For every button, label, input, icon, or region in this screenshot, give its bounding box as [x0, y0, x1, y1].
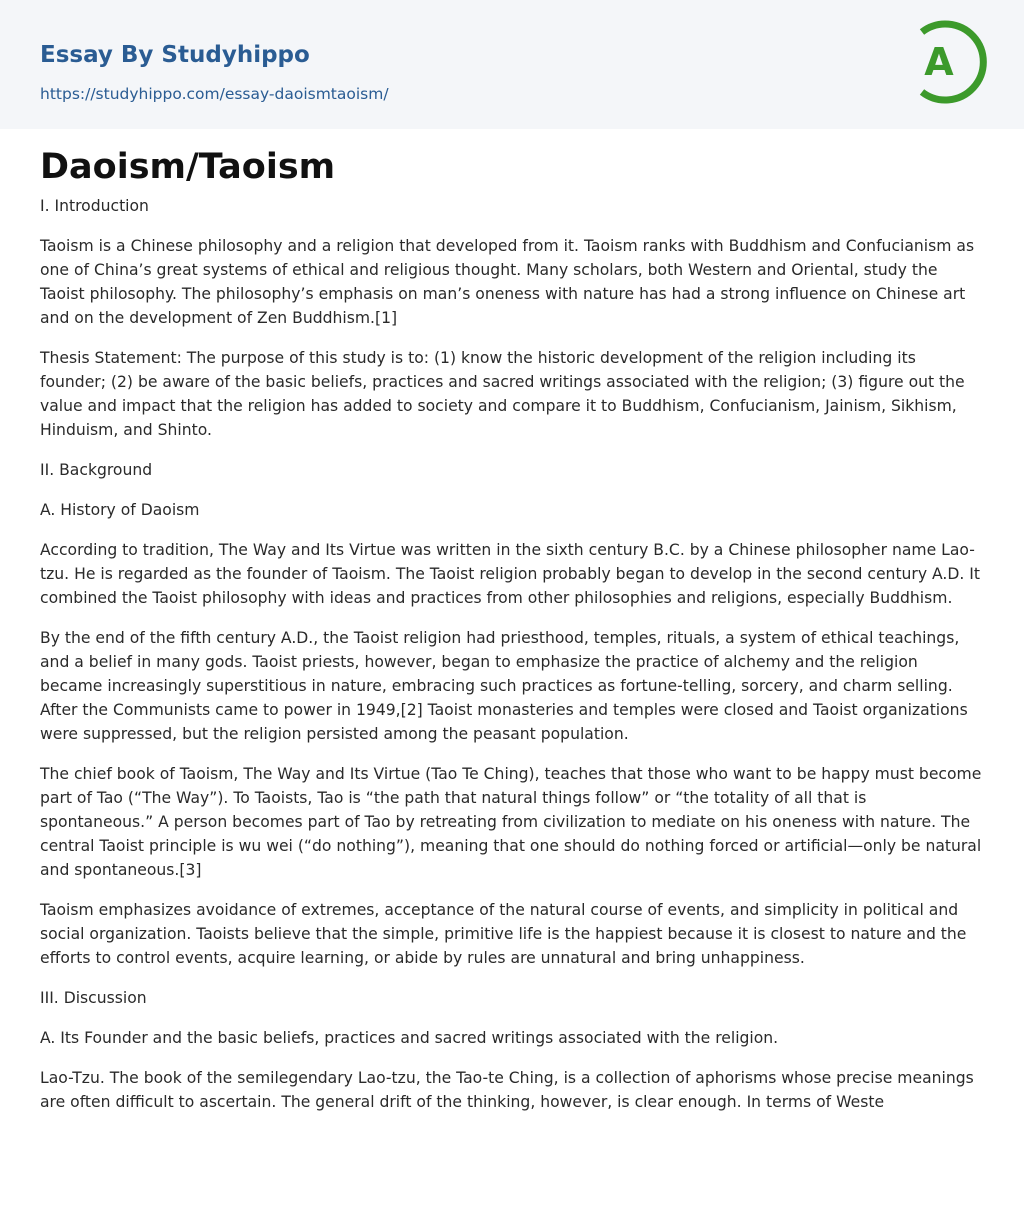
- logo-letter: A: [924, 40, 954, 84]
- subsection-heading: A. History of Daoism: [40, 501, 200, 520]
- section-heading: II. Background: [40, 461, 153, 480]
- site-header: [0, 0, 1024, 129]
- paragraph: Taoism is a Chinese philosophy and a religion that developed from it. Taoism ranks with Buddhism and Confucianism as one of China’s great systems of ethical and religious thought. Many scholars, both Western and Oriental, study the Taoist philosophy. The philosophy’s emphasis on man’s oneness with nature has had a strong influence on Chinese art and on the development of Zen Buddhism.[1]: [40, 237, 975, 328]
- logo-icon[interactable]: [912, 18, 988, 106]
- paragraph: The chief book of Taoism, The Way and Its Virtue (Tao Te Ching), teaches that those who want to be happy must become part of Tao (“The Way”). To Taoists, Tao is “the path that natural things follow” or “the totality of all that is spontaneous.” A person becomes part of Tao by retreating from civilization to mediate on his oneness with nature. The central Taoist principle is wu wei (“do nothing”), meaning that one should do nothing forced or artificial—only be natural and spontaneous.[3]: [40, 765, 982, 880]
- paragraph: Taoism emphasizes avoidance of extremes, acceptance of the natural course of events, and simplicity in political and social organization. Taoists believe that the simple, primitive life is the happiest because it is closest to nature and the efforts to control events, acquire learning, or abide by rules are unnatural and bring unhappiness.: [40, 901, 967, 968]
- subsection-heading: A. Its Founder and the basic beliefs, practices and sacred writings associated with the religion.: [40, 1029, 779, 1048]
- paragraph: According to tradition, The Way and Its Virtue was written in the sixth century B.C. by a Chinese philosopher name Lao-tzu. He is regarded as the founder of Taoism. The Taoist religion probably began to develop in the second century A.D. It combined the Taoist philosophy with ideas and practices from other philosophies and religions, especially Buddhism.: [40, 541, 981, 608]
- paragraph: By the end of the fifth century A.D., the Taoist religion had priesthood, temples, rituals, a system of ethical teachings, and a belief in many gods. Taoist priests, however, began to emphasize the practice of alchemy and the religion became increasingly superstitious in nature, embracing such practices as fortune-telling, sorcery, and charm selling. After the Communists came to power in 1949,[2] Taoist monasteries and temples were closed and Taoist organizations were suppressed, but the religion persisted among the peasant population.: [40, 629, 968, 744]
- section-heading: I. Introduction: [40, 197, 149, 216]
- page-title: Daoism/Taoism: [40, 147, 336, 187]
- section-heading: III. Discussion: [40, 989, 147, 1008]
- essay-content: [0, 129, 1024, 1114]
- site-title[interactable]: Essay By Studyhippo: [40, 42, 310, 68]
- paragraph: Thesis Statement: The purpose of this study is to: (1) know the historic development of the religion including its founder; (2) be aware of the basic beliefs, practices and sacred writings associated with the religion; (3) figure out the value and impact that the religion has added to society and compare it to Buddhism, Confucianism, Jainism, Sikhism, Hinduism, and Shinto.: [40, 349, 965, 440]
- essay-body: [40, 194, 984, 1114]
- paragraph: Lao-Tzu. The book of the semilegendary Lao-tzu, the Tao-te Ching, is a collection of aphorisms whose precise meanings are often difficult to ascertain. The general drift of the thinking, however, is clear enough. In terms of Weste: [40, 1069, 974, 1112]
- source-url-link[interactable]: https://studyhippo.com/essay-daoismtaoism/: [40, 85, 389, 103]
